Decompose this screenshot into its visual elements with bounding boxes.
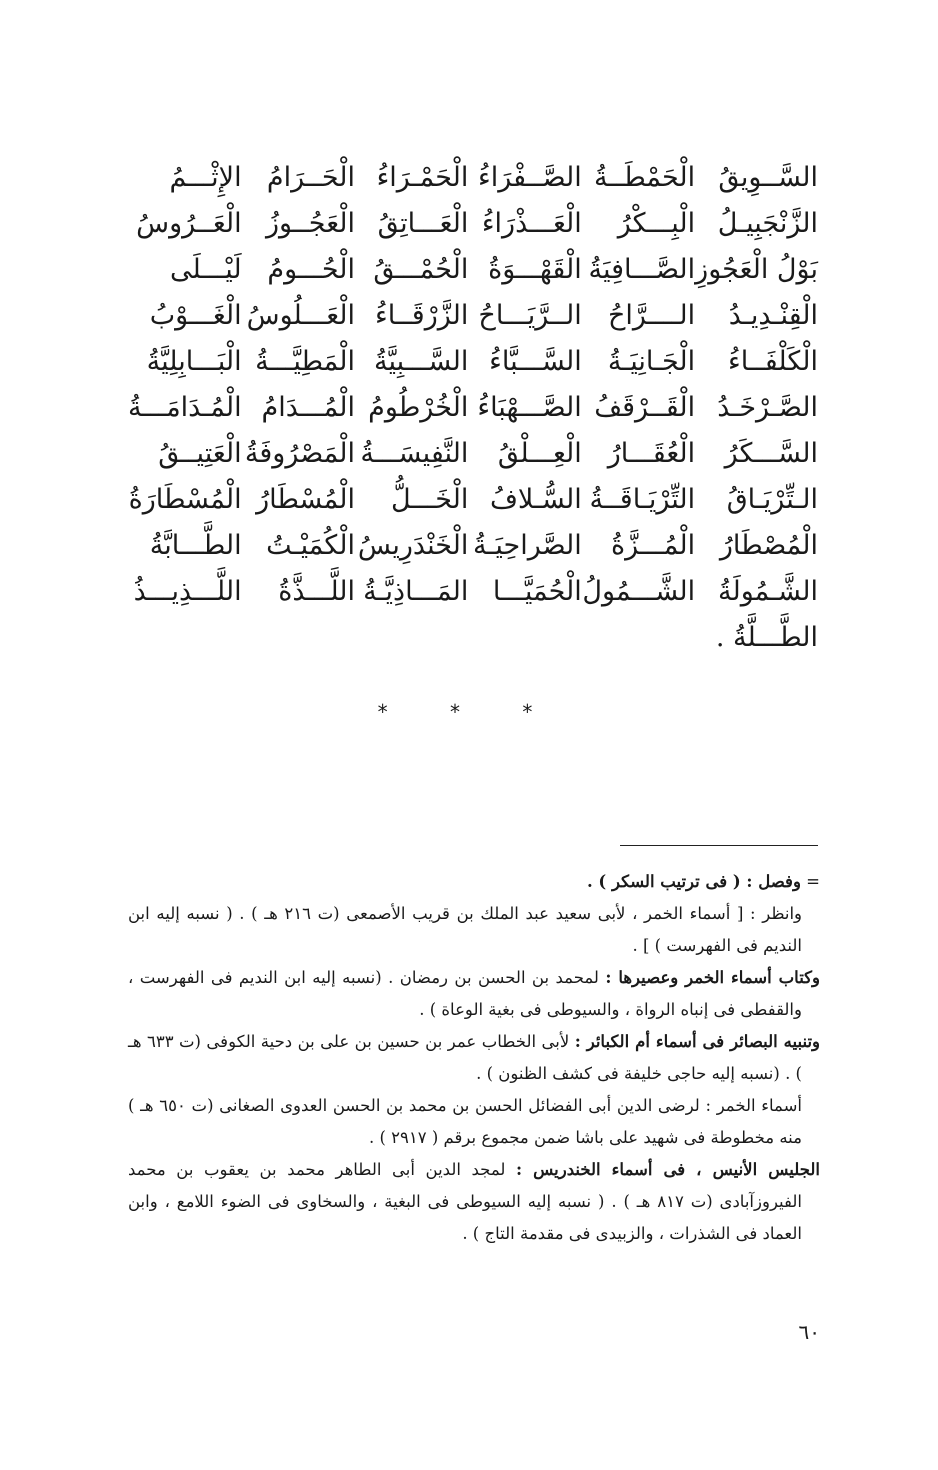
wine-name-word: الإِثْـــمُ	[169, 162, 242, 193]
footnote-item	[128, 898, 820, 962]
wine-name-word: النَّفِيسَـــةُ	[360, 438, 469, 469]
wine-name-word: الْخَـــلُّ	[391, 484, 469, 515]
wine-name-word: الْعَــرُوسُ	[136, 208, 242, 239]
wine-name-word: الْعَـــلُوسُ	[246, 300, 355, 331]
wine-name-word: الشَّـمُولَةُ	[718, 576, 818, 607]
wine-name-word: الْمُسْطَارُ	[256, 484, 355, 515]
final-word-line: الطَّـــلَّةُ .	[715, 622, 818, 653]
wine-name-word: الــــرَّاحُ	[607, 300, 696, 331]
wine-name-word: الْقِنْـدِيـدُ	[728, 300, 818, 331]
wine-name-word: الْمُـــزَّةُ	[611, 530, 696, 561]
wine-name-word: السَّـــبَّاءُ	[489, 346, 582, 377]
wine-name-word: الزَّرْقَــاءُ	[375, 300, 469, 331]
footnote-bold: الجليس الأنيس ، فى أسماء الخندريس :	[515, 1160, 820, 1179]
wine-name-word: الـتِّرْيَـاقُ	[726, 484, 818, 515]
footnote-text: وانظر : [ أسماء الخمر ، لأبى سعيد عبد الملك بن قريب الأصمعى (ت ٢١٦ هـ ) . ( نسبه إليه ابن النديم فى الفهرست ) ] .	[128, 904, 802, 955]
wine-name-word: الــرَّيَـــاحُ	[478, 300, 582, 331]
wine-name-word: الْمُسْطَارَةُ	[128, 484, 242, 515]
wine-name-word: الزَّنْجَبِيـلُ	[717, 208, 818, 239]
wine-name-word: الصَّـــافِيَةُ	[588, 254, 696, 285]
footnote-item	[128, 962, 820, 1026]
footnote-text: لمحمد بن الحسن بن رمضان . (نسبه إليه ابن النديم فى الفهرست ، والقفطى فى إنباه الرواة ، والسيوطى فى بغية الوعاة ) .	[128, 968, 802, 1019]
wine-name-word: الْخُرْطُومُ	[368, 392, 469, 423]
wine-name-word: السَّــوِيقُ	[718, 162, 818, 193]
footnote-item	[128, 1090, 820, 1154]
wine-name-word: الشَّـــمُولُ	[582, 576, 696, 607]
wine-name-word: الْعَتِيــقُ	[158, 438, 242, 469]
footnote-bold: وتنبيه البصائر فى أسماء أم الكبائر :	[574, 1032, 821, 1051]
wine-name-word: الْكَلْفَــاءُ	[728, 346, 818, 377]
wine-name-word: الْبِـــكْرُ	[617, 208, 696, 239]
wine-name-word: السَّـــبِيَّةُ	[374, 346, 469, 377]
footnote-item	[128, 1154, 820, 1250]
wine-name-word: الصَّــفْرَاءُ	[478, 162, 582, 193]
wine-name-word: السُّـلافُ	[489, 484, 582, 515]
footnote-text: لأبى الخطاب عمر بن حسين بن على بن دحية الكوفى (ت ٦٣٣ هـ ) . (نسبه إليه حاجى خليفة فى كشف الظنون ) .	[128, 1032, 802, 1083]
wine-name-word: الْحَمْـرَاءُ	[376, 162, 469, 193]
wine-name-word: الْمَطِيَّـــةُ	[255, 346, 355, 377]
wine-name-word: الْعَـــاتِقُ	[377, 208, 469, 239]
footnote-item	[128, 1026, 820, 1090]
wine-name-word: الْمُصْطَارُ	[719, 530, 818, 561]
wine-name-word: الْغَـــوْبُ	[149, 300, 242, 331]
footnote-bold: وكتاب أسماء الخمر وعصيرها :	[605, 968, 820, 987]
page-number: ٦٠	[798, 1320, 820, 1344]
wine-name-word: الصَّراحِيَـةُ	[473, 530, 582, 561]
wine-name-word: الْكُمَيْـتُ	[266, 530, 355, 561]
wine-name-word: الْمُـــدَامُ	[261, 392, 355, 423]
section-separator: * * *	[377, 700, 561, 724]
wine-name-word: الْقَهْـــوَةُ	[488, 254, 582, 285]
wine-name-word: الْمُـدَامَـــةُ	[128, 392, 242, 423]
wine-name-word: الْبَـــابِلِيَّةُ	[146, 346, 242, 377]
wine-name-word: الْقَــرْقَفُ	[594, 392, 696, 423]
wine-name-word: السَّـــكَرُ	[724, 438, 818, 469]
wine-name-word: الْحُـــومُ	[267, 254, 355, 285]
wine-name-word: الْخَنْدَرِيسُ	[357, 530, 469, 561]
footnote-rule	[620, 845, 818, 846]
wine-name-word: الطَّـــابَّةُ	[149, 530, 242, 561]
wine-name-word: الْعَجُــوزُ	[265, 208, 355, 239]
wine-name-word: الْحُمَيَّـــا	[492, 576, 582, 607]
wine-name-word: اللَّـــذَّةُ	[278, 576, 355, 607]
footnote-text: لمجد الدين أبى الطاهر محمد بن يعقوب بن محمد الفيروزآبادى (ت ٨١٧ هـ ) . ( نسبه إليه السيوطى فى البغية ، والسخاوى فى الضوء اللامع ، وابن العماد فى الشذرات ، والزبيدى فى مقدمة التاج ) .	[128, 1160, 802, 1243]
footnote-item	[128, 866, 820, 898]
wine-name-word: الْجَـانِيَـةُ	[607, 346, 696, 377]
wine-names-grid	[128, 158, 818, 612]
footnote-bold: وفصل : ( فى ترتيب السكر ) .	[586, 872, 801, 891]
footnote-text: أسماء الخمر : لرضى الدين أبى الفضائل الحسن بن محمد بن الحسن العدوى الصغانى (ت ٦٥٠ هـ ) منه مخطوطة فى شهيد على باشا ضمن مجموع برقم ( ٢٩١٧ ) .	[128, 1096, 803, 1147]
wine-name-word: المَـــاذِيَّـةُ	[363, 576, 469, 607]
wine-name-word: الْعَـــذْرَاءُ	[481, 208, 582, 239]
wine-name-word: اللَّـــذِيـــذُ	[133, 576, 242, 607]
wine-name-word: بَوْلُ الْعَجُوزِ	[695, 254, 818, 285]
wine-name-word: الْحَــرَامُ	[266, 162, 355, 193]
wine-name-word: الْحُمْـــقُ	[373, 254, 469, 285]
wine-name-word: الْحَمْطَــةُ	[593, 162, 696, 193]
wine-names-block	[128, 158, 818, 658]
footnotes	[128, 866, 820, 1250]
wine-name-word: الصَّـــهْبَاءُ	[477, 392, 582, 423]
continuation-mark: =	[806, 872, 820, 891]
wine-name-word: الْعِـــلْقُ	[497, 438, 582, 469]
wine-name-word: الْمَصْرُوفَةُ	[244, 438, 355, 469]
wine-name-word: الْعُقَـــارُ	[607, 438, 696, 469]
wine-name-word: لَيْـــلَى	[170, 254, 242, 285]
wine-name-word: التِّرْيَـاقَــةُ	[589, 484, 696, 515]
wine-name-word: الصَّـرْخَـدُ	[717, 392, 818, 423]
